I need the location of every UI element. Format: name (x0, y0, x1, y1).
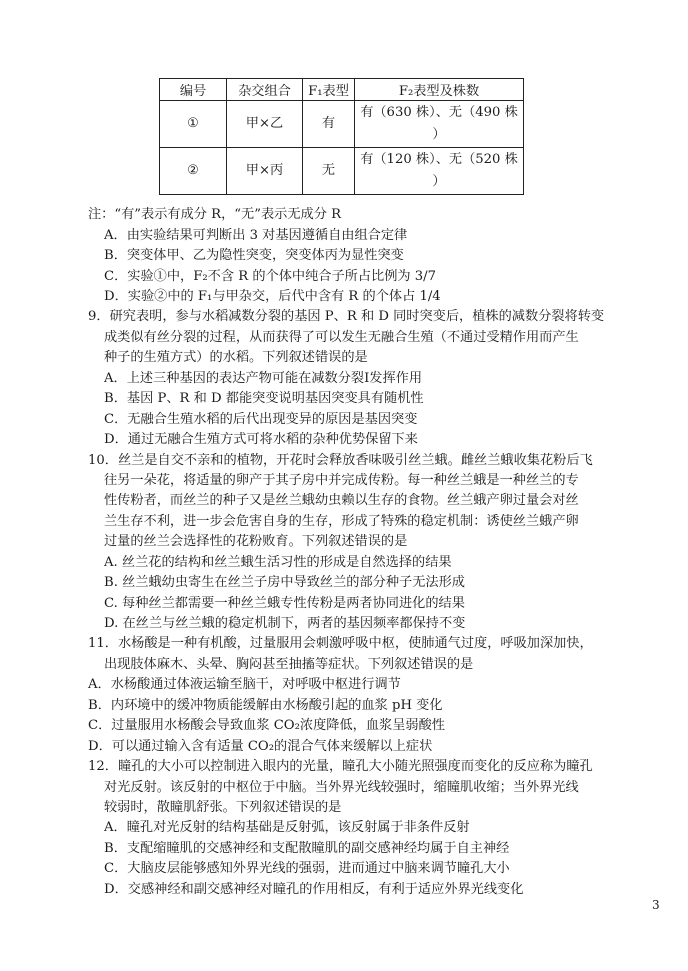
results-table (159, 78, 524, 195)
row-cross: 甲×丙 (227, 148, 303, 195)
row-f1: 无 (303, 148, 355, 195)
f2-line: ） (432, 174, 446, 189)
q11-stem: 11．水杨酸是一种有机酸，过量服用会刺激呼吸中枢，使肺通气过度，呼吸加深加快， (88, 636, 593, 651)
table-row (160, 148, 524, 195)
q9-option-d: D．通过无融合生殖方式可将水稻的杂种优势保留下来 (104, 432, 418, 447)
q10-option-d: D. 在丝兰与丝兰蛾的稳定机制下，两者的基因频率都保持不变 (104, 616, 466, 631)
q9-option-c: C．无融合生殖水稻的后代出现变异的原因是基因突变 (104, 412, 418, 427)
q10-stem: 性传粉者，而丝兰的种子又是丝兰蛾幼虫赖以生存的食物。丝兰蛾产卵过量会对丝 (104, 493, 579, 508)
row-f2 (355, 101, 524, 148)
q11-option-b: B．内环境中的缓冲物质能缓解由水杨酸引起的血浆 pH 变化 (88, 698, 443, 713)
q12-stem: 对光反射。该反射的中枢位于中脑。当外界光线较强时，缩瞳肌收缩；当外界光线 (104, 780, 579, 795)
q9-stem: 9．研究表明，参与水稻减数分裂的基因 P、R 和 D 同时突变后，植株的减数分裂将转变 (88, 309, 605, 324)
q10-stem: 过量的丝兰会选择性的花粉败育。下列叙述错误的是 (104, 534, 408, 549)
q9-option-a: A．上述三种基因的表达产物可能在减数分裂Ⅰ发挥作用 (104, 371, 423, 386)
q12-stem: 12．瞳孔的大小可以控制进入眼内的光量，瞳孔大小随光照强度而变化的反应称为瞳孔 (88, 759, 593, 774)
q10-stem: 兰生存不利，进一步会危害自身的生存，形成了特殊的稳定机制：诱使丝兰蛾产卵 (104, 514, 579, 529)
q8-option-a: A．由实验结果可判断出 3 对基因遵循自由组合定律 (104, 228, 408, 243)
q12-option-b: B．支配缩瞳肌的交感神经和支配散瞳肌的副交感神经均属于自主神经 (104, 841, 510, 856)
q10-option-b: B. 丝兰蛾幼虫寄生在丝兰子房中导致丝兰的部分种子无法形成 (104, 575, 465, 590)
q10-stem: 往另一朵花，将适量的卵产于其子房中并完成传粉。每一种丝兰蛾是一种丝兰的专 (104, 473, 579, 488)
f2-line: 有（120 株）、无（520 株 (360, 152, 518, 167)
row-id: ② (160, 148, 227, 195)
q11-option-a: A．水杨酸通过体液运输至脑干，对呼吸中枢进行调节 (88, 677, 401, 692)
row-f1: 有 (303, 101, 355, 148)
f2-line: ） (432, 127, 446, 142)
q12-option-c: C．大脑皮层能够感知外界光线的强弱，进而通过中脑来调节瞳孔大小 (104, 861, 510, 876)
f2-line: 有（630 株）、无（490 株 (360, 105, 518, 120)
row-id: ① (160, 101, 227, 148)
q11-stem: 出现肢体麻木、头晕、胸闷甚至抽搐等症状。下列叙述错误的是 (104, 657, 474, 672)
header-f1: F₁表型 (303, 79, 355, 101)
row-cross: 甲×乙 (227, 101, 303, 148)
q12-option-d: D．交感神经和副交感神经对瞳孔的作用相反，有利于适应外界光线变化 (104, 882, 524, 897)
q11-option-d: D．可以通过输入含有适量 CO₂的混合气体来缓解以上症状 (88, 739, 433, 754)
q9-stem: 成类似有丝分裂的过程，从而获得了可以发生无融合生殖（不通过受精作用而产生 (104, 330, 579, 345)
header-cross: 杂交组合 (227, 79, 303, 101)
table-header-row (160, 79, 524, 101)
q10-option-a: A. 丝兰花的结构和丝兰蛾生活习性的形成是自然选择的结果 (104, 555, 452, 570)
page-number: 3 (652, 898, 660, 912)
q8-option-b: B．突变体甲、乙为隐性突变，突变体丙为显性突变 (104, 248, 404, 263)
q9-option-b: B．基因 P、R 和 D 都能突变说明基因突变具有随机性 (104, 391, 424, 406)
q8-option-c: C．实验①中，F₂不含 R 的个体中纯合子所占比例为 3/7 (104, 269, 437, 284)
q10-stem: 10．丝兰是自交不亲和的植物，开花时会释放香味吸引丝兰蛾。雌丝兰蛾收集花粉后飞 (88, 453, 593, 468)
q12-option-a: A．瞳孔对光反射的结构基础是反射弧，该反射属于非条件反射 (104, 820, 470, 835)
q12-stem: 较弱时，散瞳肌舒张。下列叙述错误的是 (104, 800, 342, 815)
header-id: 编号 (160, 79, 227, 101)
table-note: 注：“有”表示有成分 R，“无”表示无成分 R (88, 207, 342, 222)
header-f2: F₂表型及株数 (355, 79, 524, 101)
q10-option-c: C. 每种丝兰都需要一种丝兰蛾专性传粉是两者协同进化的结果 (104, 596, 465, 611)
q11-option-c: C．过量服用水杨酸会导致血浆 CO₂浓度降低，血浆呈弱酸性 (88, 718, 445, 733)
table-row (160, 101, 524, 148)
q8-option-d: D．实验②中的 F₁与甲杂交，后代中含有 R 的个体占 1/4 (104, 289, 441, 304)
row-f2 (355, 148, 524, 195)
q9-stem: 种子的生殖方式）的水稻。下列叙述错误的是 (104, 350, 368, 365)
